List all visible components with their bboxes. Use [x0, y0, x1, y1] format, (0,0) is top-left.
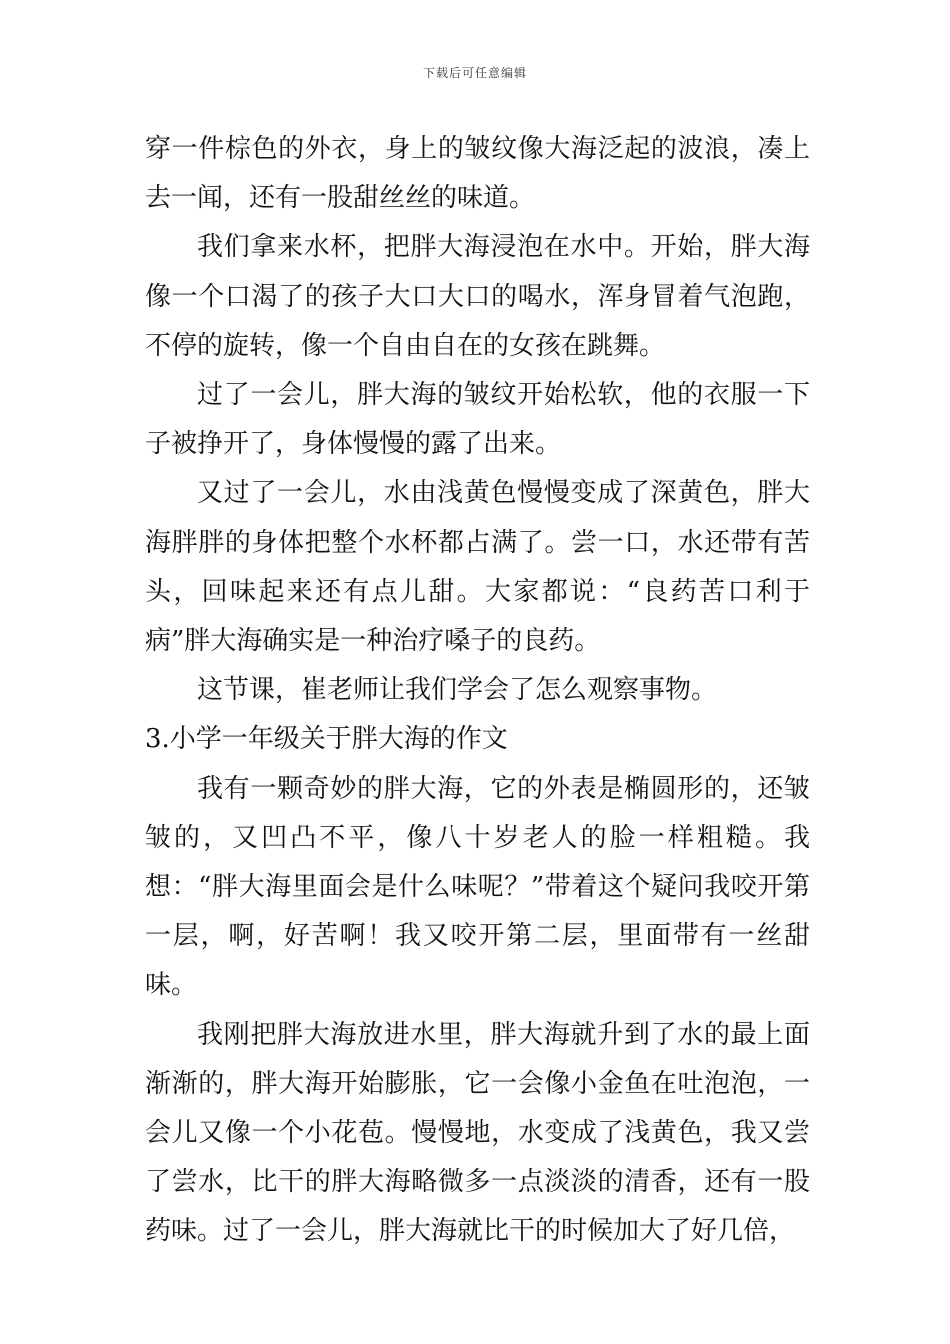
paragraph-continuation: 穿一件棕色的外衣，身上的皱纹像大海泛起的波浪，凑上去一闻，还有一股甜丝丝的味道。: [145, 134, 810, 214]
paragraph: 我刚把胖大海放进水里，胖大海就升到了水的最上面渐渐的，胖大海开始膨胀，它一会像小金鱼在吐泡泡，一会儿又像一个小花苞。慢慢地，水变成了浅黄色，我又尝了尝水，比干的胖大海略微多一点淡淡的清香，还有一股药味。过了一会儿，胖大海就比干的时候加大了好几倍，: [145, 1019, 810, 1247]
page-header: 下载后可任意编辑: [422, 66, 527, 80]
paragraph: 这节课，崔老师让我们学会了怎么观察事物。: [197, 675, 718, 706]
paragraph: 又过了一会儿，水由浅黄色慢慢变成了深黄色，胖大海胖胖的身体把整个水杯都占满了。尝一口，水还带有苦头，回味起来还有点儿甜。大家都说：“良药苦口利于病”胖大海确实是一种治疗嗓子的良药。: [145, 478, 810, 657]
paragraph: 我有一颗奇妙的胖大海，它的外表是椭圆形的，还皱皱的，又凹凸不平，像八十岁老人的脸一样粗糙。我想：“胖大海里面会是什么味呢？”带着这个疑问我咬开第一层，啊，好苦啊！我又咬开第二层，里面带有一丝甜味。: [145, 773, 810, 1001]
paragraph: 我们拿来水杯，把胖大海浸泡在水中。开始，胖大海像一个口渴了的孩子大口大口的喝水，浑身冒着气泡跑，不停的旋转，像一个自由自在的女孩在跳舞。: [145, 232, 810, 361]
document-body: [145, 125, 810, 1257]
section-heading: 3.小学一年级关于胖大海的作文: [145, 724, 508, 755]
paragraph: 过了一会儿，胖大海的皱纹开始松软，他的衣服一下子被挣开了，身体慢慢的露了出来。: [145, 380, 810, 460]
